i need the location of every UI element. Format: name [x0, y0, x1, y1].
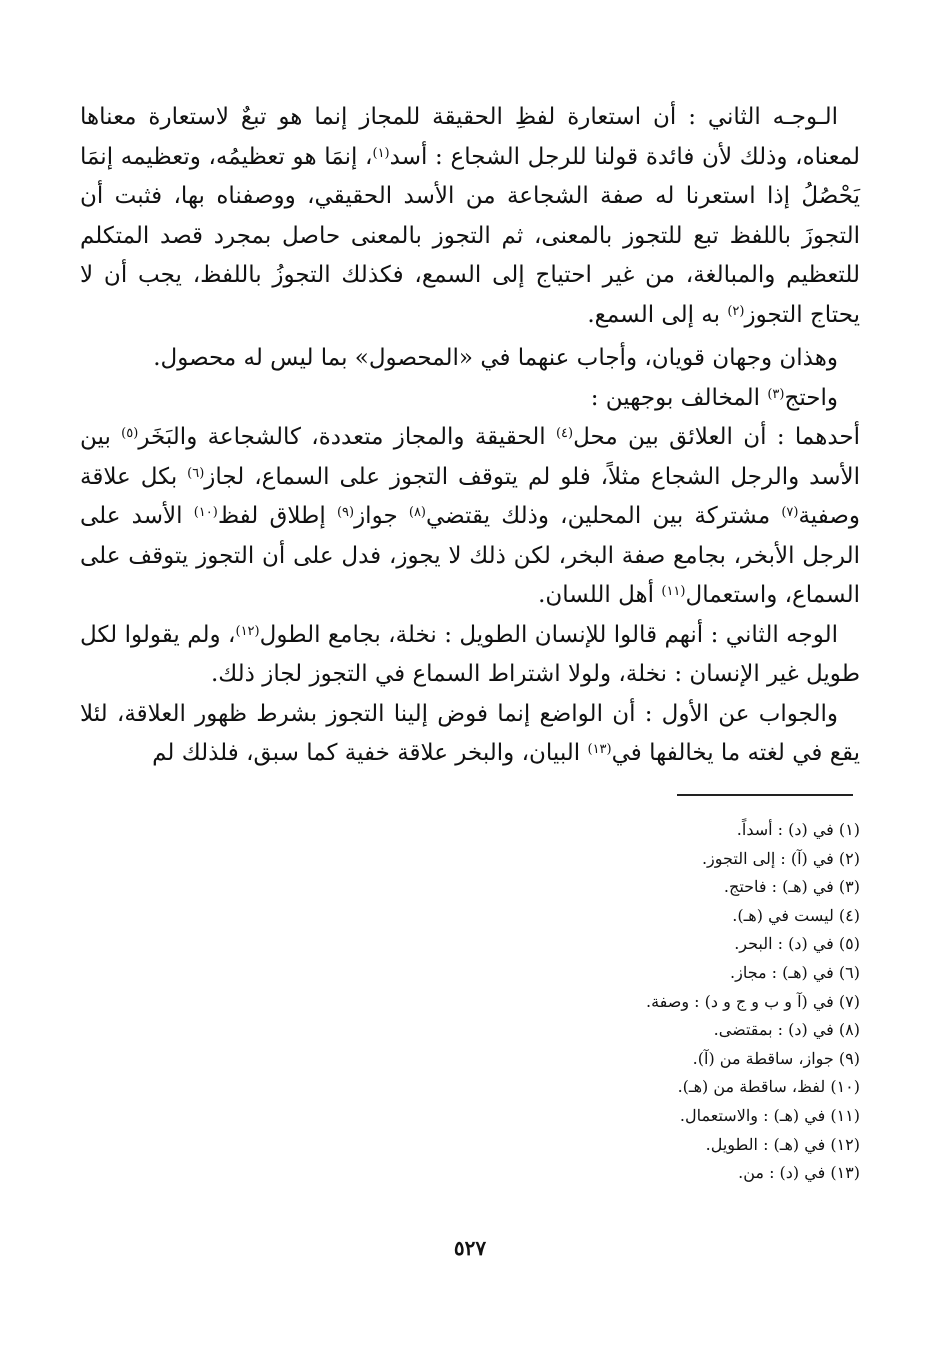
footnote: (٢) في (آ) : إلى التجوز. — [701, 848, 860, 868]
footnote-ref: (٤) — [555, 425, 574, 441]
text-run: ، إنمَا هو تعظيمُه، وتعظيمه إنمَا يَحْصُلُ إذا استعرنا له صفة الشجاعة من الأسد الحقيقي، ووصفناه بها، فثبت أن التجوزَ باللفظ تبع للتجوز بالمعنى، ثم التجوز بالمعنى حاصل بمجرد قصد المتكلم للتعظيم والمبالغة، من غير احتياج إلى السمع، فكذلك التجوزُ باللفظ، يجب أن لا يحتاج التجوز — [80, 143, 860, 328]
text-run: مشتركة بين المحلين، وذلك يقتضي — [426, 503, 782, 529]
paragraph-2: وهذان وجهان قويان، وأجاب عنهما في «المحصول» بما ليس له محصول. — [153, 345, 838, 371]
paragraph-5 — [80, 616, 860, 695]
footnote-ref: (١) — [372, 145, 390, 161]
text-run: إطلاق لفظ — [217, 503, 337, 529]
footnote-separator — [677, 794, 853, 796]
text-run: بين الأسد والرجل الشجاع مثلاً، فلو لم يتوقف التجوز على السماع، لجاز — [80, 424, 861, 490]
text-run: أهل اللسان. — [538, 582, 662, 608]
text-run: الحقيقة والمجاز متعددة، كالشجاعة والبَخَر — [138, 424, 556, 450]
text-run: الأسد على الرجل الأبخر، بجامع صفة البخر، لكن ذلك لا يجوز، فدل على أن التجوز يتوقف على السماع، واستعمال — [80, 503, 860, 608]
text-run: جواز — [354, 503, 409, 529]
footnote-ref: (٥) — [121, 425, 139, 441]
footnote-ref: (١٠) — [193, 504, 218, 520]
footnote-ref: (٦) — [187, 465, 205, 481]
footnote-ref: (٧) — [781, 504, 799, 520]
footnote-ref: (١٢) — [235, 623, 260, 639]
text-run: المخالف بوجهين : — [590, 384, 768, 411]
footnote: (٥) في (د) : البحر. — [734, 934, 860, 954]
footnote: (٣) في (هـ) : فاحتج. — [723, 877, 860, 897]
footnote: (١٠) لفظ، ساقطة من (هـ). — [677, 1077, 860, 1097]
text-run: والجواب عن الأول : أن الواضع إنما فوض إلينا التجوز بشرط ظهور العلاقة، لئلا يقع في لغته ما يخالفها في — [80, 700, 860, 766]
footnote-ref: (٣) — [767, 386, 785, 402]
footnote: (١١) في (هـ) : والاستعمال. — [679, 1105, 860, 1125]
footnote: (٨) في (د) : بمقتضى. — [713, 1020, 860, 1040]
text-run: الـوجـه الثاني : أن استعارة لفظِ الحقيقة للمجاز إنما هو تبعٌ لاستعارة معناها لمعناه، وذلك لأن فائدة قولنا للرجل الشجاع : أسد — [80, 104, 860, 170]
text-run: البيان، والبخر علاقة خفية كما سبق، فلذلك لم — [152, 740, 588, 766]
text-run: أحدهما : أن العلائق بين محل — [573, 424, 861, 450]
footnote: (١٢) في (هـ) : الطويل. — [705, 1134, 860, 1154]
page-number: ٥٢٧ — [453, 1236, 487, 1260]
footnote: (٧) في (آ و ب و ج و د) : وصفة. — [645, 991, 860, 1011]
paragraph-1 — [80, 98, 860, 335]
footnote: (١) في (د) : أسداً. — [736, 820, 860, 839]
footnote-ref: (٢) — [727, 303, 745, 319]
text-run: بكل علاقة وصفية — [80, 463, 861, 529]
footnotes-list — [380, 816, 860, 1188]
footnote: (٩) جواز، ساقطة من (آ). — [692, 1048, 860, 1068]
text-run: واحتج — [784, 384, 838, 411]
footnote: (٤) ليست في (هـ). — [732, 905, 860, 925]
footnote: (٦) في (هـ) : مجاز. — [730, 962, 860, 982]
paragraph-3 — [80, 379, 860, 419]
footnote: (١٣) في (د) : من. — [738, 1163, 860, 1183]
text-run: الوجه الثاني : أنهم قالوا للإنسان الطويل : نخلة، بجامع الطول — [259, 621, 838, 648]
paragraph-4 — [80, 418, 860, 616]
footnote-ref: (٩) — [336, 504, 355, 520]
text-run: به إلى السمع. — [587, 301, 728, 328]
main-text — [80, 98, 860, 774]
text-run: ، ولم يقولوا لكل طويل غير الإنسان : نخلة، ولولا اشتراط السماع في التجوز لجاز ذلك. — [80, 621, 860, 687]
footnote-ref: (١٣) — [587, 741, 612, 757]
footnote-ref: (١١) — [661, 583, 686, 599]
footnote-ref: (٨) — [408, 504, 426, 520]
paragraph-6 — [80, 695, 860, 774]
